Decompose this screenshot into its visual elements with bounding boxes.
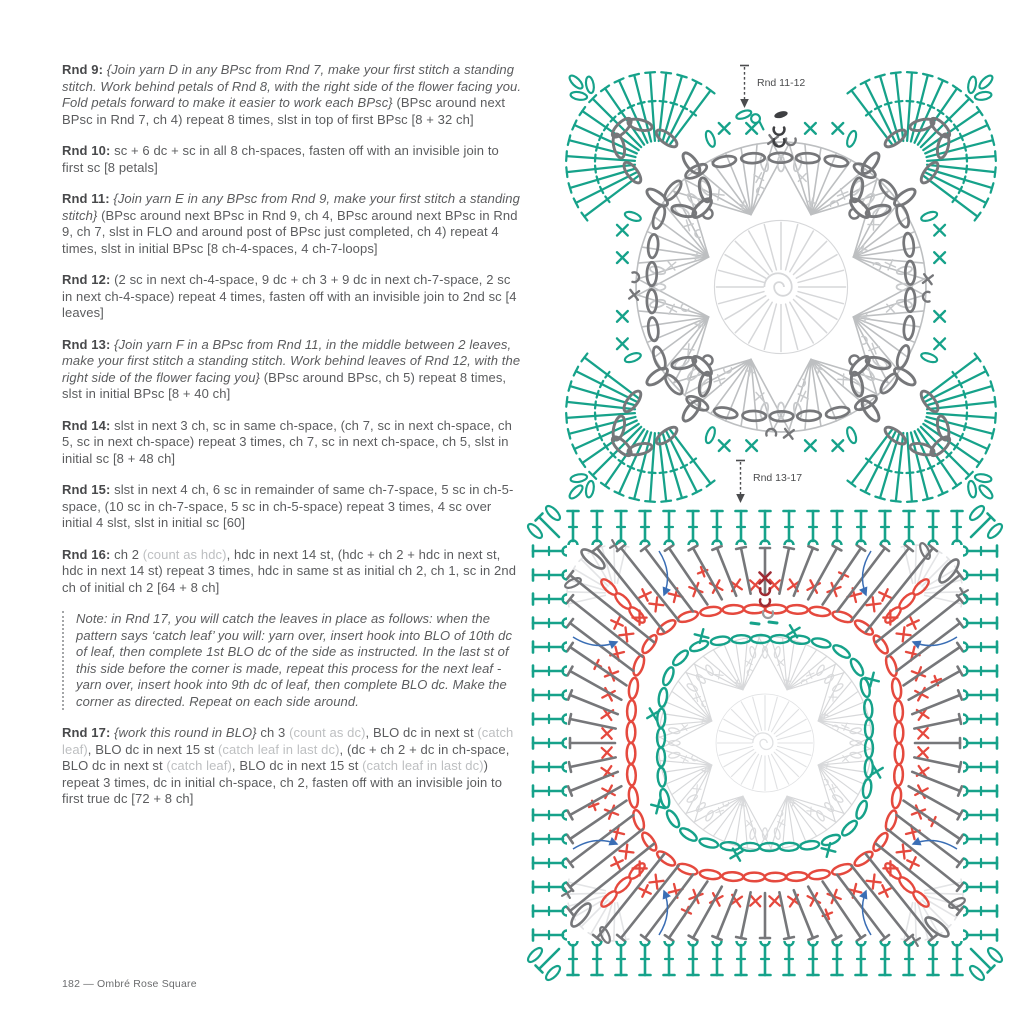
paragraph-rnd-11: Rnd 11: {Join yarn E in any BPsc from Rnd 9, make your first stitch a standing stitch} (BPsc around next BPsc in Rnd 9, ch 4, BPsc around next BPsc in Rnd 9, ch 7, slst in FLO and around post of BPsc just completed, ch 4) repeat 4 times, slst in initial BPsc [8 ch-4-spaces, 4 ch-7-loops]: [62, 191, 520, 256]
paragraph-rnd-16: Rnd 16: ch 2 (count as hdc), hdc in next 14 st, (hdc + ch 2 + hdc in next st, hdc in next 14 st) repeat 3 times, hdc in same st as initial ch 2, ch 1, sc in 2nd ch of initial ch 2 [64 + 8 ch]: [62, 546, 517, 595]
instructions-list: [62, 62, 522, 808]
diagram-label: Rnd 11-12: [757, 77, 806, 89]
paragraph-rnd-13: Rnd 13: {Join yarn F in a BPsc from Rnd 11, in the middle between 2 leaves, make your first stitch a standing stitch. Work behind leaves of Rnd 12, with the right side of the flower facing you} (BPsc around BPsc, ch 5) repeat 8 times, slst in initial BPsc [8 + 40 ch]: [62, 336, 521, 401]
paragraph-note: Note: in Rnd 17, you will catch the leaves in place as follows: when the pattern says ‘catch leaf’ you will: yarn over, insert hook into BLO of 10th dc of leaf, then complete 1st BLO dc of the side as instructed. In the last st of this side before the corner is made, repeat this process for the next leaf - yarn over, insert hook into 9th dc of leaf, then complete BLO dc. Make the corner as directed. Repeat on each side around.: [62, 611, 522, 710]
crochet-chart-rnd-11-12: [546, 52, 1016, 522]
paragraph-rnd-15: Rnd 15: slst in next 4 ch, 6 sc in remainder of same ch-7-space, 5 sc in ch-5-space, (10 sc in ch-7-space, 5 sc in ch-5-space) repeat 3 times, 4 sc over initial 4 slst, slst in initial sc [60]: [62, 482, 514, 530]
paragraph-rnd-14: Rnd 14: slst in next 3 ch, sc in same ch-space, (ch 7, sc in next ch-space, ch 5, sc in next ch-space) repeat 3 times, ch 7, sc in next ch-space, ch 5, slst in initial sc [8 + 48 ch]: [62, 417, 512, 466]
diagram-label: Rnd 13-17: [753, 472, 803, 484]
diagram-marker-1: [737, 64, 805, 110]
page-footer: 182 — Ombré Rose Square: [62, 978, 197, 990]
paragraph-rnd-12: Rnd 12: (2 sc in next ch-4-space, 9 dc + ch 3 + 9 dc in next ch-7-space, 2 sc in next ch-4-space) repeat 4 times, fasten off with an invisible join to 2nd sc [4 leaves]: [62, 272, 517, 320]
down-arrow-icon: [733, 459, 748, 505]
diagram-marker-2: [733, 459, 802, 505]
paragraph-rnd-9: Rnd 9: {Join yarn D in any BPsc from Rnd 7, make your first stitch a standing stitch. Work behind petals of Rnd 8, with the right side of the flower facing you. Fold petals forward to make it easier to work each BPsc} (BPsc around next BPsc in Rnd 7, ch 4) repeat 8 times, slst in top of first BPsc [8 + 32 ch]: [62, 62, 522, 127]
paragraph-rnd-17: Rnd 17: {work this round in BLO} ch 3 (count as dc), BLO dc in next st (catch leaf), BLO dc in next 15 st (catch leaf in last dc), (dc + ch 2 + dc in ch-space, BLO dc in next st (catch leaf), BLO dc in next 15 st (catch leaf in last dc)) repeat 3 times, dc in initial ch-space, ch 2, fasten off with an invisible join to first true dc [72 + 8 ch]: [62, 725, 514, 806]
instructions-column: [62, 62, 522, 823]
crochet-chart-rnd-13-17: [525, 503, 1005, 983]
paragraph-rnd-10: Rnd 10: sc + 6 dc + sc in all 8 ch-spaces, fasten off with an invisible join to first sc [8 petals]: [62, 143, 499, 175]
down-arrow-icon: [737, 64, 752, 110]
